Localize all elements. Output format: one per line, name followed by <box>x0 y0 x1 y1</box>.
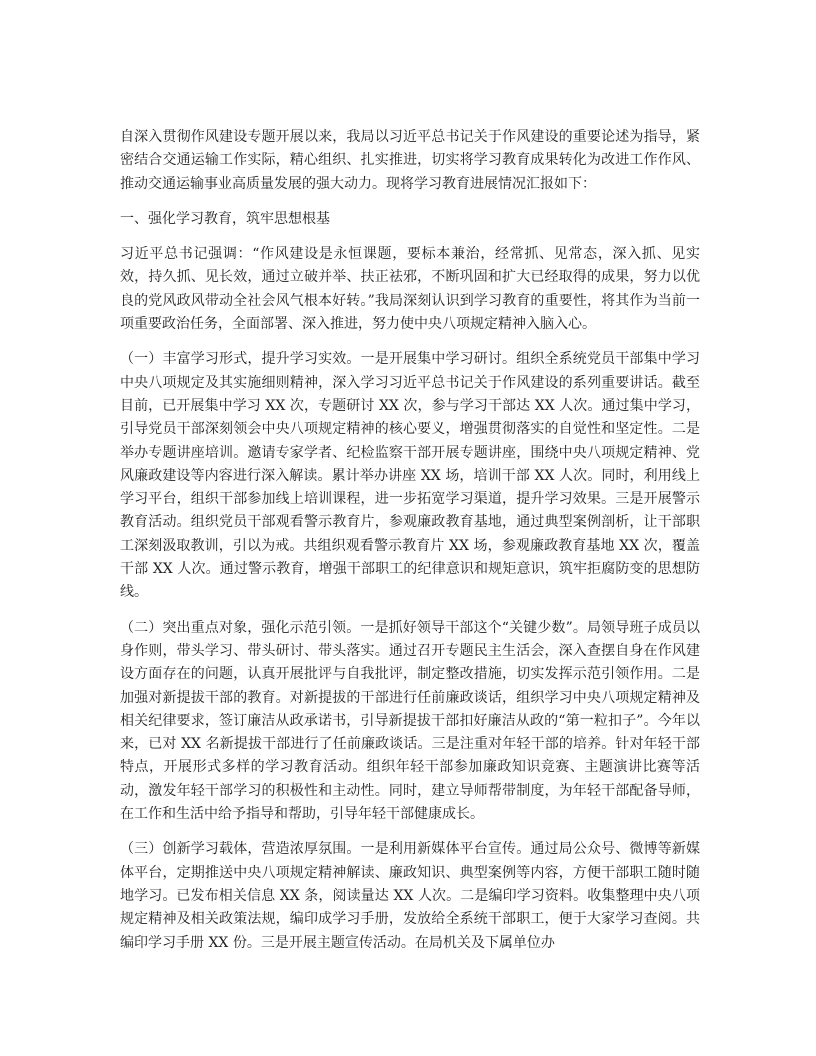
section-1-heading: 一、强化学习教育，筑牢思想根基 <box>120 210 330 227</box>
item-3-paragraph: （三）创新学习载体，营造浓厚氛围。一是利用新媒体平台宣传。通过局公众号、微博等新媒体平台，定期推送中央八项规定精神解读、廉政知识、典型案例等内容，方便干部职工随时随地学习。已发布相关信息 XX 条，阅读量达 XX 人次。二是编印学习资料。收集整理中央八项规定精神及相关政策法规，编印成学习手册，发放给全系统干部职工，便于大家学习查阅。共编印学习手册 XX 份。三是开展主题宣传活动。在局机关及下属单位办 <box>120 841 700 951</box>
item-1-paragraph: （一）丰富学习形式，提升学习实效。一是开展集中学习研讨。组织全系统党员干部集中学习中央八项规定及其实施细则精神，深入学习习近平总书记关于作风建设的系列重要讲话。截至目前，已开展集中学习 XX 次，专题研讨 XX 次，参与学习干部达 XX 人次。通过集中学习，引导党员干部深刻领会中央八项规定精神的核心要义，增强贯彻落实的自觉性和坚定性。二是举办专题讲座培训。邀请专家学者、纪检监察干部开展专题讲座，围绕中央八项规定精神、党风廉政建设等内容进行深入解读。累计举办讲座 XX 场，培训干部 XX 人次。同时，利用线上学习平台，组织干部参加线上培训课程，进一步拓宽学习渠道，提升学习效果。三是开展警示教育活动。组织党员干部观看警示教育片，参观廉政教育基地，通过典型案例剖析，让干部职工深刻汲取教训，引以为戒。共组织观看警示教育片 XX 场，参观廉政教育基地 XX 次，覆盖干部 XX 人次。通过警示教育，增强干部职工的纪律意识和规矩意识，筑牢拒腐防变的思想防线。 <box>120 351 700 601</box>
document-page <box>120 126 700 967</box>
intro-paragraph: 自深入贯彻作风建设专题开展以来，我局以习近平总书记关于作风建设的重要论述为指导，紧密结合交通运输工作实际，精心组织、扎实推进，切实将学习教育成果转化为改进工作作风、推动交通运输事业高质量发展的强大动力。现将学习教育进展情况汇报如下： <box>120 129 700 192</box>
section-1-paragraph: 习近平总书记强调：“作风建设是永恒课题，要标本兼治，经常抓、见常态，深入抓、见实效，持久抓、见长效，通过立破并举、扶正祛邪，不断巩固和扩大已经取得的成果，努力以优良的党风政风带动全社会风气根本好转。”我局深刻认识到学习教育的重要性，将其作为当前一项重要政治任务，全面部署、深入推进，努力使中央八项规定精神入脑入心。 <box>120 246 700 333</box>
item-2-paragraph: （二）突出重点对象，强化示范引领。一是抓好领导干部这个“关键少数”。局领导班子成员以身作则，带头学习、带头研讨、带头落实。通过召开专题民主生活会，深入查摆自身在作风建设方面存在的问题，认真开展批评与自我批评，制定整改措施，切实发挥示范引领作用。二是加强对新提拔干部的教育。对新提拔的干部进行任前廉政谈话，组织学习中央八项规定精神及相关纪律要求，签订廉洁从政承诺书，引导新提拔干部扣好廉洁从政的“第一粒扣子”。今年以来，已对 XX 名新提拔干部进行了任前廉政谈话。三是注重对年轻干部的培养。针对年轻干部特点，开展形式多样的学习教育活动。组织年轻干部参加廉政知识竞赛、主题演讲比赛等活动，激发年轻干部学习的积极性和主动性。同时，建立导师帮带制度，为年轻干部配备导师，在工作和生活中给予指导和帮助，引导年轻干部健康成长。 <box>120 619 700 823</box>
